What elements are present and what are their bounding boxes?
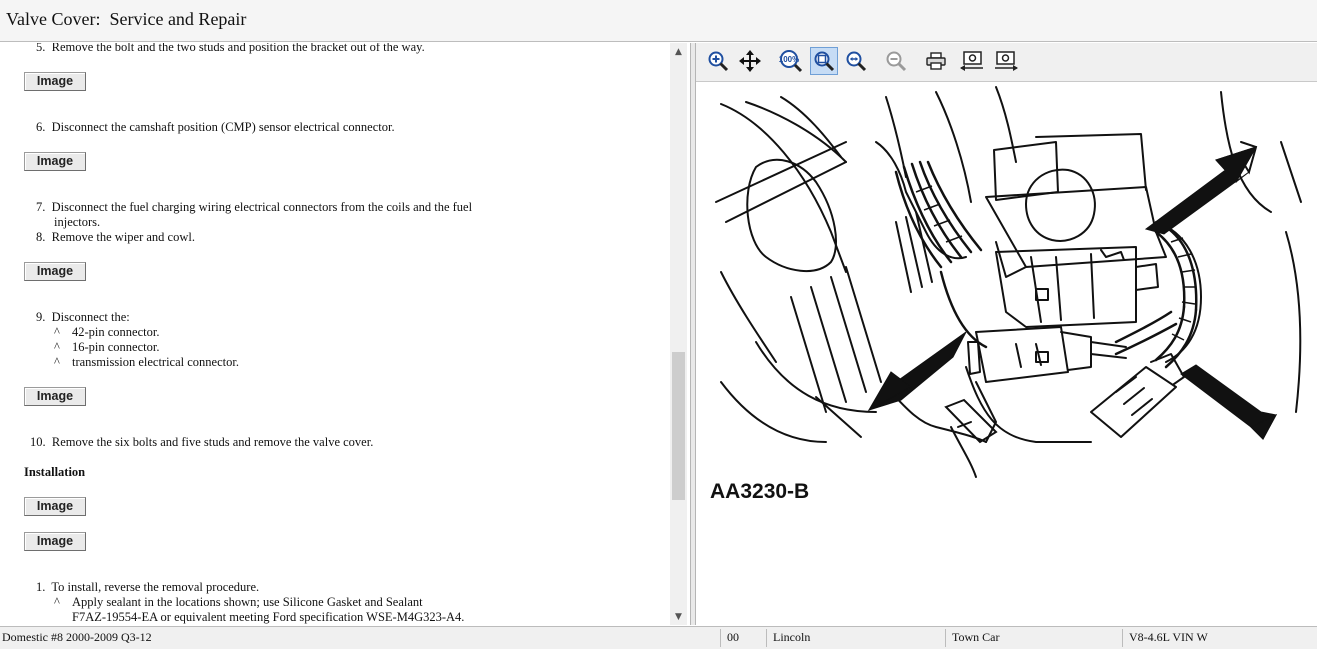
- image-button-step-5[interactable]: Image: [24, 72, 86, 91]
- image-button-installation-1[interactable]: Image: [24, 497, 86, 516]
- status-engine: V8-4.6L VIN W: [1129, 630, 1208, 644]
- scroll-up-icon[interactable]: ▲: [675, 46, 682, 57]
- image-viewer-pane: [696, 43, 1317, 625]
- step-9-bullet-2: ^: [54, 340, 60, 354]
- step-9-item-2: 16-pin connector.: [72, 340, 160, 354]
- image-button-step-8[interactable]: Image: [24, 262, 86, 281]
- procedure-text-pane[interactable]: [0, 43, 670, 625]
- install-step-1-sub-text: Apply sealant in the locations shown; use Silicone Gasket and Sealant: [72, 595, 423, 609]
- install-step-1-text: 1. To install, reverse the removal procedure.: [36, 580, 260, 594]
- status-separator: [945, 629, 946, 647]
- step-6-text: 6. Disconnect the camshaft position (CMP) sensor electrical connector.: [36, 120, 395, 134]
- install-step-1-bullet: ^: [54, 595, 60, 609]
- step-9-bullet-3: ^: [54, 355, 60, 369]
- installation-heading: Installation: [24, 465, 86, 479]
- step-8-text: 8. Remove the wiper and cowl.: [36, 230, 195, 244]
- svg-text:100%: 100%: [778, 55, 800, 64]
- image-button-step-9[interactable]: Image: [24, 387, 86, 406]
- diagram-label: AA3230-B: [710, 480, 810, 503]
- zoom-region-icon[interactable]: [842, 47, 870, 75]
- step-9-item-1: 42-pin connector.: [72, 325, 160, 339]
- step-7-text: 7. Disconnect the fuel charging wiring electrical connectors from the coils and the fuel: [36, 200, 473, 214]
- print-icon[interactable]: [922, 47, 950, 75]
- status-separator: [766, 629, 767, 647]
- step-10-text: 10. Remove the six bolts and five studs and remove the valve cover.: [30, 435, 374, 449]
- status-separator: [720, 629, 721, 647]
- image-toolbar: [696, 43, 1317, 82]
- status-database: Domestic #8 2000-2009 Q3-12: [2, 630, 152, 644]
- zoom-in-icon[interactable]: [704, 47, 732, 75]
- zoom-fit-icon[interactable]: [810, 47, 838, 75]
- pan-arrows-icon[interactable]: [736, 47, 764, 75]
- status-model: Town Car: [952, 630, 1000, 644]
- connector-diagram: [696, 82, 1317, 625]
- step-5-text: 5. Remove the bolt and the two studs and position the bracket out of the way.: [36, 43, 425, 54]
- image-button-step-6[interactable]: Image: [24, 152, 86, 171]
- scroll-down-icon[interactable]: ▼: [675, 611, 682, 622]
- vertical-scrollbar[interactable]: [670, 43, 687, 625]
- actual-size-icon[interactable]: [776, 47, 804, 75]
- next-image-icon[interactable]: [992, 47, 1020, 75]
- title-bar: [0, 0, 1317, 42]
- status-bar: [0, 626, 1317, 649]
- install-step-1-sub-text-continued: F7AZ-19554-EA or equivalent meeting Ford specification WSE-M4G323-A4.: [72, 610, 465, 624]
- step-9-item-3: transmission electrical connector.: [72, 355, 239, 369]
- image-button-installation-2[interactable]: Image: [24, 532, 86, 551]
- status-year: 00: [727, 630, 739, 644]
- status-make: Lincoln: [773, 630, 811, 644]
- page-title: Valve Cover: Service and Repair: [6, 9, 247, 29]
- scroll-track[interactable]: [670, 60, 687, 608]
- step-7-text-continued: injectors.: [54, 215, 101, 229]
- status-separator: [1122, 629, 1123, 647]
- previous-image-icon[interactable]: [958, 47, 986, 75]
- scroll-thumb[interactable]: [672, 352, 685, 500]
- step-9-bullet-1: ^: [54, 325, 60, 339]
- step-9-text: 9. Disconnect the:: [36, 310, 130, 324]
- zoom-out-icon[interactable]: [882, 47, 910, 75]
